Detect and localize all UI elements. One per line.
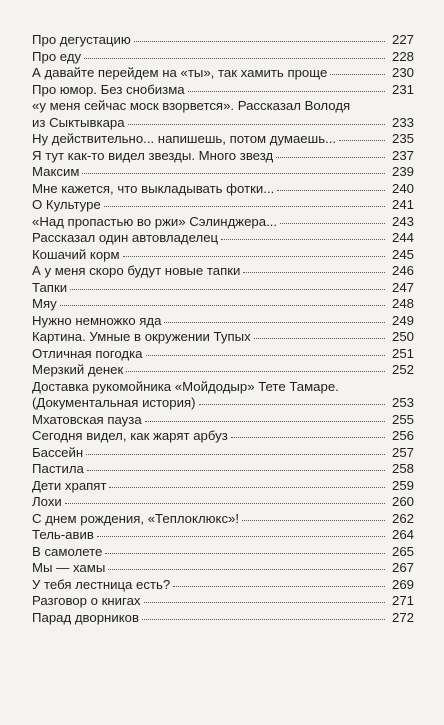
- dot-leader: [173, 577, 385, 587]
- toc-entry: [32, 247, 414, 264]
- toc-entry: [32, 313, 414, 330]
- toc-entry-page-number: 260: [391, 494, 414, 509]
- toc-entry-page-number: 251: [391, 345, 414, 361]
- toc-entry-title: Дети храпят: [32, 477, 107, 493]
- toc-entry: [32, 478, 414, 495]
- toc-entry: [32, 214, 414, 231]
- toc-entry-title: Я тут как-то видел звезды. Много звезд: [32, 147, 274, 163]
- toc-entry-page-number: 243: [391, 213, 414, 229]
- toc-entry-page-number: 252: [391, 362, 414, 377]
- toc-entry-title: Мерзкий денек: [32, 362, 124, 377]
- dot-leader: [164, 313, 385, 323]
- toc-entry-title: Сегодня видел, как жарят арбуз: [32, 428, 228, 443]
- toc-entry: [32, 577, 414, 594]
- toc-entry-page-number: 257: [391, 444, 414, 460]
- toc-entry-page-number: 239: [391, 164, 414, 179]
- toc-entry-title: Тель-авив: [32, 527, 94, 542]
- toc-entry: [32, 511, 414, 528]
- toc-entry-title: из Сыктывкара: [32, 114, 125, 130]
- dot-leader: [145, 412, 385, 422]
- toc-entry: [32, 362, 414, 379]
- toc-entry: [32, 32, 414, 49]
- dot-leader: [144, 593, 386, 603]
- toc-entry-page-number: 233: [391, 114, 414, 130]
- toc-entry: [32, 197, 414, 214]
- dot-leader: [231, 428, 385, 438]
- toc-entry-title-line1: «у меня сейчас моск взорвется». Рассказал Володя: [32, 98, 351, 113]
- toc-entry-title: С днем рождения, «Теплоклюкс»!: [32, 510, 240, 526]
- toc-entry-page-number: 231: [391, 81, 414, 97]
- toc-entry-page-number: 245: [391, 246, 414, 262]
- dot-leader: [87, 461, 385, 471]
- toc-entry-page-number: 249: [391, 312, 414, 328]
- toc-entry-page-number: 265: [391, 543, 414, 559]
- toc-entry: [32, 65, 414, 82]
- toc-entry-page-number: 241: [391, 197, 414, 212]
- dot-leader: [128, 115, 385, 125]
- dot-leader: [254, 329, 385, 339]
- dot-leader: [105, 544, 385, 554]
- toc-entry: [32, 181, 414, 198]
- toc-entry-page-number: 269: [391, 576, 414, 592]
- toc-entry: [32, 527, 414, 544]
- toc-entry: [32, 412, 414, 429]
- toc-entry: [32, 346, 414, 363]
- toc-entry-page-number: 246: [391, 263, 414, 278]
- dot-leader: [134, 32, 385, 42]
- toc-entry-title: А у меня скоро будут новые тапки: [32, 263, 241, 278]
- toc-entry-title: Пастила: [32, 461, 84, 476]
- dot-leader: [123, 247, 385, 257]
- toc-entry: [32, 49, 414, 66]
- toc-entry: [32, 494, 414, 511]
- dot-leader: [339, 131, 385, 141]
- toc-entry-page-number: 253: [391, 395, 414, 410]
- toc-entry-title-line1: Доставка рукомойника «Мойдодыр» Тете Тамаре.: [32, 378, 339, 394]
- dot-leader: [330, 65, 385, 75]
- dot-leader: [60, 296, 385, 306]
- toc-entry-page-number: 244: [391, 230, 414, 245]
- toc-entry-title: А давайте перейдем на «ты», так хамить проще: [32, 65, 328, 80]
- toc-entry-page-number: 255: [391, 411, 414, 427]
- toc-entry-title: В самолете: [32, 543, 103, 559]
- toc-entry-title: Мне кажется, что выкладывать фотки...: [32, 180, 275, 196]
- toc-entry-title: Мхатовская пауза: [32, 411, 142, 427]
- toc-entry: [32, 445, 414, 462]
- toc-entry-page-number: 247: [391, 279, 414, 295]
- toc-entry-title: «Над пропастью во ржи» Сэлинджера...: [32, 213, 278, 229]
- table-of-contents: [32, 32, 414, 626]
- toc-entry-title: (Документальная история): [32, 395, 196, 410]
- toc-entry-page-number: 272: [391, 609, 414, 625]
- toc-entry: [32, 98, 414, 131]
- toc-entry-page-number: 258: [391, 461, 414, 476]
- toc-entry-page-number: 259: [391, 477, 414, 493]
- toc-entry: [32, 131, 414, 148]
- dot-leader: [276, 148, 385, 158]
- dot-leader: [97, 527, 385, 537]
- toc-entry: [32, 428, 414, 445]
- toc-entry: [32, 593, 414, 610]
- dot-leader: [70, 280, 385, 290]
- dot-leader: [86, 445, 385, 455]
- toc-entry-page-number: 230: [391, 65, 414, 80]
- toc-entry: [32, 148, 414, 165]
- toc-entry: [32, 544, 414, 561]
- toc-entry-title: О Культуре: [32, 197, 101, 212]
- toc-entry-title: Мы — хамы: [32, 560, 106, 575]
- dot-leader: [146, 346, 386, 356]
- toc-entry-title: Про юмор. Без снобизма: [32, 81, 185, 97]
- toc-entry-page-number: 227: [391, 32, 414, 47]
- toc-entry: [32, 263, 414, 280]
- toc-entry-page-number: 237: [391, 147, 414, 163]
- dot-leader: [280, 214, 385, 224]
- toc-entry-title: Бассейн: [32, 444, 84, 460]
- toc-entry-title: Парад дворников: [32, 609, 139, 625]
- toc-entry-title: Лохи: [32, 494, 62, 509]
- toc-entry-title: Разговор о книгах: [32, 593, 141, 608]
- toc-entry-page-number: 267: [391, 560, 414, 575]
- toc-entry-page-number: 228: [391, 48, 414, 64]
- toc-entry: [32, 560, 414, 577]
- toc-entry-title: Про дегустацию: [32, 32, 131, 47]
- toc-entry-title: Ну действительно... напишешь, потом думаешь...: [32, 131, 337, 146]
- toc-entry-title: У тебя лестница есть?: [32, 576, 171, 592]
- toc-entry: [32, 280, 414, 297]
- toc-entry-page-number: 235: [391, 131, 414, 146]
- toc-entry: [32, 610, 414, 627]
- toc-entry: [32, 164, 414, 181]
- toc-entry-title: Рассказал один автовладелец: [32, 230, 219, 245]
- toc-entry-title: Нужно немножко яда: [32, 312, 162, 328]
- toc-entry-page-number: 256: [391, 428, 414, 443]
- dot-leader: [108, 560, 385, 570]
- toc-entry-page-number: 240: [391, 180, 414, 196]
- toc-entry-page-number: 250: [391, 329, 414, 344]
- toc-entry: [32, 230, 414, 247]
- toc-entry-page-number: 262: [391, 510, 414, 526]
- toc-entry-title: Тапки: [32, 279, 68, 295]
- dot-leader: [188, 82, 385, 92]
- dot-leader: [104, 197, 385, 207]
- toc-entry-title: Кошачий корм: [32, 246, 120, 262]
- toc-entry-title: Картина. Умные в окружении Тупых: [32, 329, 251, 344]
- dot-leader: [242, 511, 385, 521]
- dot-leader: [221, 230, 385, 240]
- dot-leader: [277, 181, 385, 191]
- dot-leader: [126, 362, 385, 372]
- toc-entry: [32, 296, 414, 313]
- dot-leader: [243, 263, 385, 273]
- toc-entry-title: Отличная погодка: [32, 345, 143, 361]
- toc-entry: [32, 82, 414, 99]
- toc-entry-page-number: 248: [391, 296, 414, 311]
- toc-entry: [32, 461, 414, 478]
- toc-entry-page-number: 264: [391, 527, 414, 542]
- toc-entry-title: Про еду: [32, 48, 82, 64]
- toc-entry: [32, 379, 414, 412]
- toc-entry-title: Мяу: [32, 296, 57, 311]
- dot-leader: [199, 395, 386, 405]
- dot-leader: [65, 494, 385, 504]
- dot-leader: [82, 164, 385, 174]
- toc-entry-page-number: 271: [391, 593, 414, 608]
- toc-entry: [32, 329, 414, 346]
- toc-entry-title: Максим: [32, 164, 80, 179]
- dot-leader: [84, 49, 385, 59]
- dot-leader: [109, 478, 385, 488]
- dot-leader: [142, 610, 385, 620]
